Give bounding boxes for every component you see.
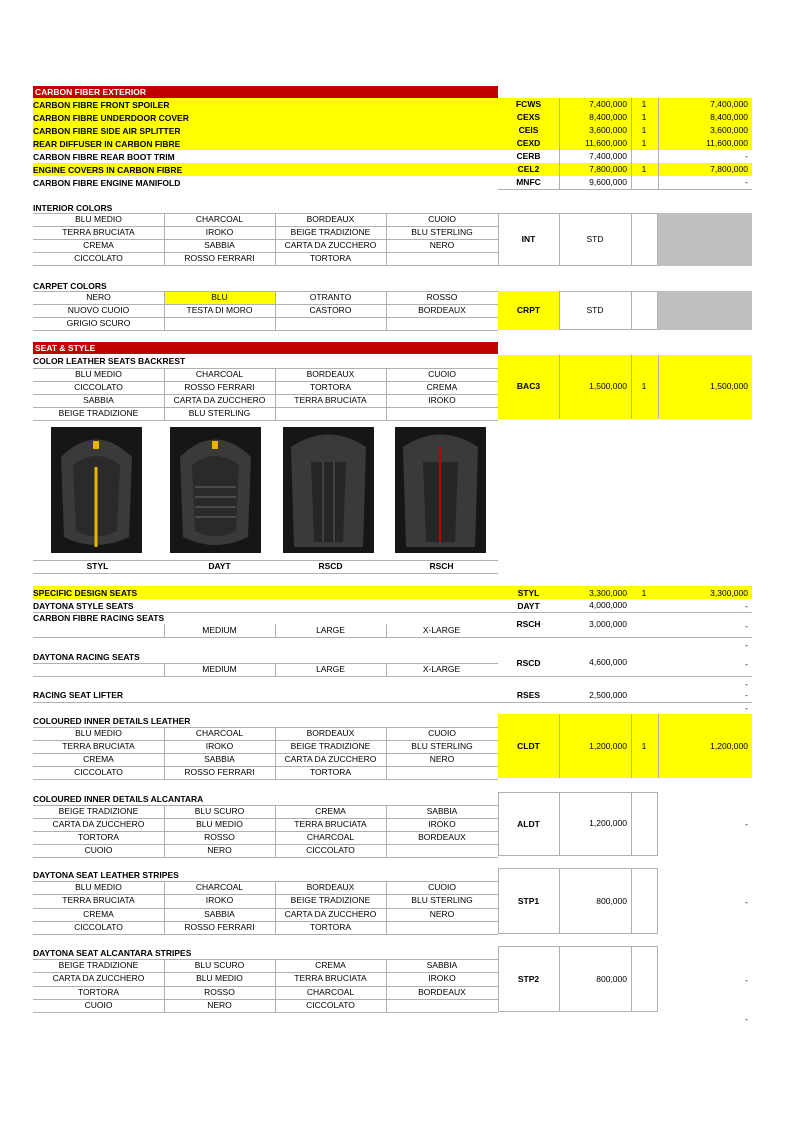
color-option[interactable] <box>386 999 498 1012</box>
size-option[interactable]: LARGE <box>316 625 345 635</box>
dayracing-code: RSCD <box>516 658 541 668</box>
exterior-row-total: 3,600,000 <box>710 125 748 135</box>
exterior-row-total: 11,600,000 <box>706 138 748 148</box>
color-option[interactable]: BLU STERLING <box>411 227 473 237</box>
exterior-row-total: - <box>745 151 748 161</box>
color-option[interactable]: TORTORA <box>309 767 352 777</box>
color-option[interactable]: NERO <box>429 240 455 250</box>
color-option[interactable]: BEIGE TRADIZIONE <box>290 895 371 906</box>
color-option[interactable]: NERO <box>86 292 111 302</box>
color-option[interactable]: TERRA BRUCIATA <box>62 895 135 906</box>
exterior-row-qty: 1 <box>641 99 647 109</box>
interior-grey-cell <box>658 213 752 266</box>
color-option[interactable]: BEIGE TRADIZIONE <box>58 806 139 816</box>
size-option[interactable]: MEDIUM <box>202 664 237 674</box>
size-option[interactable]: X-LARGE <box>422 664 461 674</box>
color-option[interactable]: BLU SCURO <box>194 960 245 970</box>
color-option[interactable]: CICCOLATO <box>306 999 355 1010</box>
lifter-name: RACING SEAT LIFTER <box>33 690 124 700</box>
color-option[interactable]: BORDEAUX <box>306 882 355 892</box>
specific-price: 3,300,000 <box>589 588 627 598</box>
exterior-row-price: 8,400,000 <box>589 112 627 122</box>
exterior-row-code: CEXD <box>516 138 541 148</box>
cfracing-total-2: - <box>745 640 748 650</box>
color-option[interactable]: BLU SCURO <box>194 806 245 816</box>
seat-label: RSCH <box>429 561 454 571</box>
color-option[interactable]: CHARCOAL <box>306 986 355 997</box>
color-option[interactable]: NERO <box>207 845 232 855</box>
exterior-row-total: 8,400,000 <box>710 112 748 122</box>
dayracing-name: DAYTONA RACING SEATS <box>33 652 140 662</box>
cfracing-code: RSCH <box>516 619 541 629</box>
color-option[interactable]: CREMA <box>83 908 114 919</box>
color-option[interactable]: ROSSO FERRARI <box>184 921 255 932</box>
color-option[interactable]: NUOVO CUOIO <box>67 305 130 315</box>
color-option[interactable]: BEIGE TRADIZIONE <box>58 408 139 418</box>
color-option[interactable]: TERRA BRUCIATA <box>294 973 367 984</box>
seat-header: SEAT & STYLE <box>33 342 498 354</box>
stp1-total: - <box>745 897 748 907</box>
lifter-code: RSES <box>516 690 541 700</box>
color-option[interactable]: CARTA DA ZUCCHERO <box>284 754 377 764</box>
interior-qty-cell <box>631 213 658 266</box>
exterior-row-total: - <box>745 177 748 187</box>
color-option[interactable]: IROKO <box>428 395 456 405</box>
color-option[interactable]: BLU MEDIO <box>75 369 122 379</box>
daytona-name: DAYTONA STYLE SEATS <box>33 601 134 611</box>
interior-price: STD <box>586 234 604 244</box>
carpet-code: CRPT <box>516 305 541 315</box>
color-option[interactable]: BLU STERLING <box>411 741 473 751</box>
color-option[interactable]: IROKO <box>428 819 456 829</box>
seat-label: RSCD <box>318 561 343 571</box>
color-option[interactable] <box>386 921 498 934</box>
exterior-row-code: CEL2 <box>517 164 540 174</box>
color-option[interactable]: CARTA DA ZUCCHERO <box>52 973 145 984</box>
exterior-row-name: REAR DIFFUSER IN CARBON FIBRE <box>33 139 181 149</box>
color-option[interactable] <box>164 317 275 330</box>
color-option[interactable]: CREMA <box>83 240 114 250</box>
color-option[interactable]: CICCOLATO <box>74 382 123 392</box>
color-option[interactable]: TORTORA <box>309 921 352 932</box>
backrest-title: COLOR LEATHER SEATS BACKREST <box>33 356 186 366</box>
color-option[interactable]: NERO <box>207 999 232 1010</box>
lifter-total: - <box>745 690 748 700</box>
specific-code: STYL <box>517 588 540 598</box>
color-option[interactable]: CHARCOAL <box>195 369 244 379</box>
color-option[interactable]: ROSSO <box>426 292 458 302</box>
color-option[interactable]: CARTA DA ZUCCHERO <box>52 819 145 829</box>
exterior-row-price: 9,600,000 <box>589 177 627 187</box>
exterior-row-qty: 1 <box>641 138 647 148</box>
color-option[interactable]: TERRA BRUCIATA <box>294 819 367 829</box>
daytona-price: 4,000,000 <box>589 600 627 610</box>
color-option[interactable]: BEIGE TRADIZIONE <box>290 227 371 237</box>
seat-label: STYL <box>86 561 109 571</box>
exterior-row-price: 11,600,000 <box>585 138 627 148</box>
color-option[interactable]: TERRA BRUCIATA <box>62 741 135 751</box>
exterior-row-code: CEIS <box>518 125 539 135</box>
color-option[interactable]: TORTORA <box>309 382 352 392</box>
color-option[interactable] <box>386 317 498 330</box>
color-option[interactable]: BLU MEDIO <box>75 214 122 224</box>
exterior-row-price: 3,600,000 <box>589 125 627 135</box>
stp2-price: 800,000 <box>596 974 627 984</box>
specific-total: 3,300,000 <box>710 588 748 598</box>
color-option[interactable]: NERO <box>429 908 455 919</box>
color-option[interactable]: CASTORO <box>309 305 352 315</box>
color-option[interactable]: CHARCOAL <box>195 214 244 224</box>
backrest-price: 1,500,000 <box>589 381 627 391</box>
color-option[interactable]: CREMA <box>426 382 458 392</box>
color-option[interactable]: TORTORA <box>77 986 120 997</box>
cfracing-price: 3,000,000 <box>589 619 627 629</box>
color-option[interactable]: TORTORA <box>309 253 352 263</box>
color-option[interactable]: TERRA BRUCIATA <box>294 395 367 405</box>
exterior-row-code: CEXS <box>516 112 541 122</box>
color-option[interactable]: CHARCOAL <box>195 728 244 738</box>
cida-code: ALDT <box>517 819 540 829</box>
color-option[interactable]: CICCOLATO <box>306 845 355 855</box>
specific-qty: 1 <box>641 588 647 598</box>
color-option[interactable]: BLU MEDIO <box>75 728 122 738</box>
color-option[interactable] <box>386 844 498 857</box>
seat-dayt-graphic <box>170 427 261 553</box>
color-option[interactable]: BLU MEDIO <box>196 973 243 984</box>
color-option[interactable]: BLU MEDIO <box>196 819 243 829</box>
stp1-title: DAYTONA SEAT LEATHER STRIPES <box>33 870 179 880</box>
color-option[interactable]: NERO <box>429 754 455 764</box>
color-option[interactable]: TERRA BRUCIATA <box>62 227 135 237</box>
color-option[interactable] <box>275 407 386 420</box>
exterior-row-code: FCWS <box>515 99 542 109</box>
color-option[interactable]: SABBIA <box>83 395 114 405</box>
seat-image-dayt <box>170 427 261 553</box>
daytona-total: - <box>745 601 748 611</box>
color-option[interactable]: BLU <box>164 291 275 304</box>
exterior-row-price: 7,400,000 <box>589 151 627 161</box>
stp2-code: STP2 <box>517 974 540 984</box>
seat-rscd-graphic <box>283 427 374 553</box>
color-option[interactable]: CHARCOAL <box>306 832 355 842</box>
color-option[interactable]: IROKO <box>205 741 234 751</box>
color-option[interactable]: CUOIO <box>84 845 113 855</box>
color-option[interactable]: OTRANTO <box>309 292 352 302</box>
color-option[interactable]: BLU STERLING <box>411 895 473 906</box>
stp1-price: 800,000 <box>596 896 627 906</box>
stp2-title: DAYTONA SEAT ALCANTARA STRIPES <box>33 948 192 958</box>
lifter-total-2: - <box>745 703 748 713</box>
dayracing-total-2: - <box>745 679 748 689</box>
color-option[interactable]: GRIGIO SCURO <box>66 318 131 328</box>
color-option[interactable]: SABBIA <box>204 240 235 250</box>
color-option[interactable]: CICCOLATO <box>74 253 123 263</box>
color-option[interactable]: BLU MEDIO <box>75 882 122 892</box>
carpet-qty-cell <box>631 291 658 330</box>
seat-image-styl <box>51 427 142 553</box>
color-option[interactable]: IROKO <box>205 227 234 237</box>
cida-price: 1,200,000 <box>589 818 627 828</box>
color-option[interactable]: ROSSO FERRARI <box>184 253 255 263</box>
color-option[interactable] <box>386 252 498 265</box>
exterior-row-qty: 1 <box>641 164 647 174</box>
color-option[interactable]: BORDEAUX <box>418 986 466 997</box>
color-option[interactable]: BEIGE TRADIZIONE <box>58 960 139 970</box>
seat-image-rsch <box>395 427 486 553</box>
exterior-row-name: CARBON FIBRE ENGINE MANIFOLD <box>33 178 181 188</box>
exterior-row-qty: 1 <box>641 112 647 122</box>
color-option[interactable]: CUOIO <box>428 728 456 738</box>
color-option[interactable]: CREMA <box>315 960 346 970</box>
daytona-code: DAYT <box>517 601 540 611</box>
interior-title: INTERIOR COLORS <box>33 203 113 213</box>
color-option[interactable]: ROSSO <box>204 832 235 842</box>
exterior-row-price: 7,800,000 <box>589 164 627 174</box>
exterior-row-name: CARBON FIBRE UNDERDOOR COVER <box>33 113 189 123</box>
color-option[interactable]: BORDEAUX <box>306 728 355 738</box>
size-option[interactable]: LARGE <box>316 664 345 674</box>
color-option[interactable]: BEIGE TRADIZIONE <box>290 741 371 751</box>
seat-image-rscd <box>283 427 374 553</box>
cidl-code: CLDT <box>517 741 540 751</box>
dayracing-total: - <box>745 659 748 669</box>
exterior-row-total: 7,400,000 <box>710 99 748 109</box>
backrest-code: BAC3 <box>516 381 541 391</box>
color-option[interactable]: BORDEAUX <box>418 305 466 315</box>
size-option[interactable]: MEDIUM <box>202 625 237 635</box>
seat-rsch-graphic <box>395 427 486 553</box>
exterior-row-code: MNFC <box>516 177 541 187</box>
carpet-grey-cell <box>658 291 752 330</box>
color-option[interactable]: CHARCOAL <box>195 882 244 892</box>
color-option[interactable]: BORDEAUX <box>306 214 355 224</box>
color-option[interactable]: BORDEAUX <box>306 369 355 379</box>
stp2-total-2: - <box>745 1014 748 1024</box>
color-option[interactable]: ROSSO FERRARI <box>184 382 255 392</box>
dayracing-price: 4,600,000 <box>589 657 627 667</box>
stp1-code: STP1 <box>517 896 540 906</box>
exterior-row-code: CERB <box>516 151 541 161</box>
exterior-header: CARBON FIBER EXTERIOR <box>33 86 498 98</box>
color-option[interactable]: CARTA DA ZUCCHERO <box>173 395 266 405</box>
color-option[interactable]: CUOIO <box>428 369 456 379</box>
cida-title: COLOURED INNER DETAILS ALCANTARA <box>33 794 204 804</box>
color-option[interactable]: SABBIA <box>204 908 235 919</box>
color-option[interactable]: IROKO <box>205 895 234 906</box>
exterior-row-price: 7,400,000 <box>589 99 627 109</box>
seat-styl-graphic <box>51 427 142 553</box>
exterior-row-name: ENGINE COVERS IN CARBON FIBRE <box>33 165 183 175</box>
color-option[interactable]: CUOIO <box>428 882 456 892</box>
cidl-price: 1,200,000 <box>589 741 627 751</box>
color-option[interactable]: TORTORA <box>77 832 120 842</box>
carpet-price: STD <box>586 305 604 315</box>
cfracing-name: CARBON FIBRE RACING SEATS <box>33 613 165 623</box>
color-option[interactable]: TESTA DI MORO <box>186 305 253 315</box>
seat-label: DAYT <box>208 561 231 571</box>
color-option[interactable] <box>386 766 498 779</box>
stp2-total: - <box>745 975 748 985</box>
exterior-row-qty: 1 <box>641 125 647 135</box>
color-option[interactable]: CUOIO <box>84 999 113 1010</box>
color-option[interactable]: CUOIO <box>428 214 456 224</box>
lifter-price: 2,500,000 <box>589 690 627 700</box>
color-option[interactable] <box>275 317 386 330</box>
color-option[interactable] <box>386 407 498 420</box>
color-option[interactable]: SABBIA <box>204 754 235 764</box>
color-option[interactable]: CARTA DA ZUCCHERO <box>284 908 377 919</box>
exterior-row-total: 7,800,000 <box>710 164 748 174</box>
color-option[interactable]: SABBIA <box>426 960 458 970</box>
size-option[interactable]: X-LARGE <box>422 625 461 635</box>
cidl-total: 1,200,000 <box>710 741 748 751</box>
cidl-qty: 1 <box>641 741 647 751</box>
color-option[interactable]: BORDEAUX <box>418 832 466 842</box>
backrest-qty: 1 <box>641 381 647 391</box>
color-option[interactable]: IROKO <box>428 973 456 984</box>
exterior-row-name: CARBON FIBRE SIDE AIR SPLITTER <box>33 126 181 136</box>
color-option[interactable]: CREMA <box>315 806 346 816</box>
backrest-total: 1,500,000 <box>710 381 748 391</box>
color-option[interactable]: BLU STERLING <box>188 408 251 418</box>
color-option[interactable]: CICCOLATO <box>74 767 123 777</box>
color-option[interactable]: ROSSO FERRARI <box>184 767 255 777</box>
color-option[interactable]: CICCOLATO <box>74 921 123 932</box>
interior-code: INT <box>521 234 536 244</box>
color-option[interactable]: CREMA <box>83 754 114 764</box>
color-option[interactable]: ROSSO <box>204 986 235 997</box>
exterior-row-name: CARBON FIBRE FRONT SPOILER <box>33 100 170 110</box>
color-option[interactable]: CARTA DA ZUCCHERO <box>284 240 377 250</box>
specific-name: SPECIFIC DESIGN SEATS <box>33 588 138 598</box>
exterior-row-name: CARBON FIBRE REAR BOOT TRIM <box>33 152 175 162</box>
color-option[interactable]: SABBIA <box>426 806 458 816</box>
carpet-title: CARPET COLORS <box>33 281 107 291</box>
cida-total: - <box>745 819 748 829</box>
cfracing-total: - <box>745 621 748 631</box>
cidl-title: COLOURED INNER DETAILS LEATHER <box>33 716 191 726</box>
